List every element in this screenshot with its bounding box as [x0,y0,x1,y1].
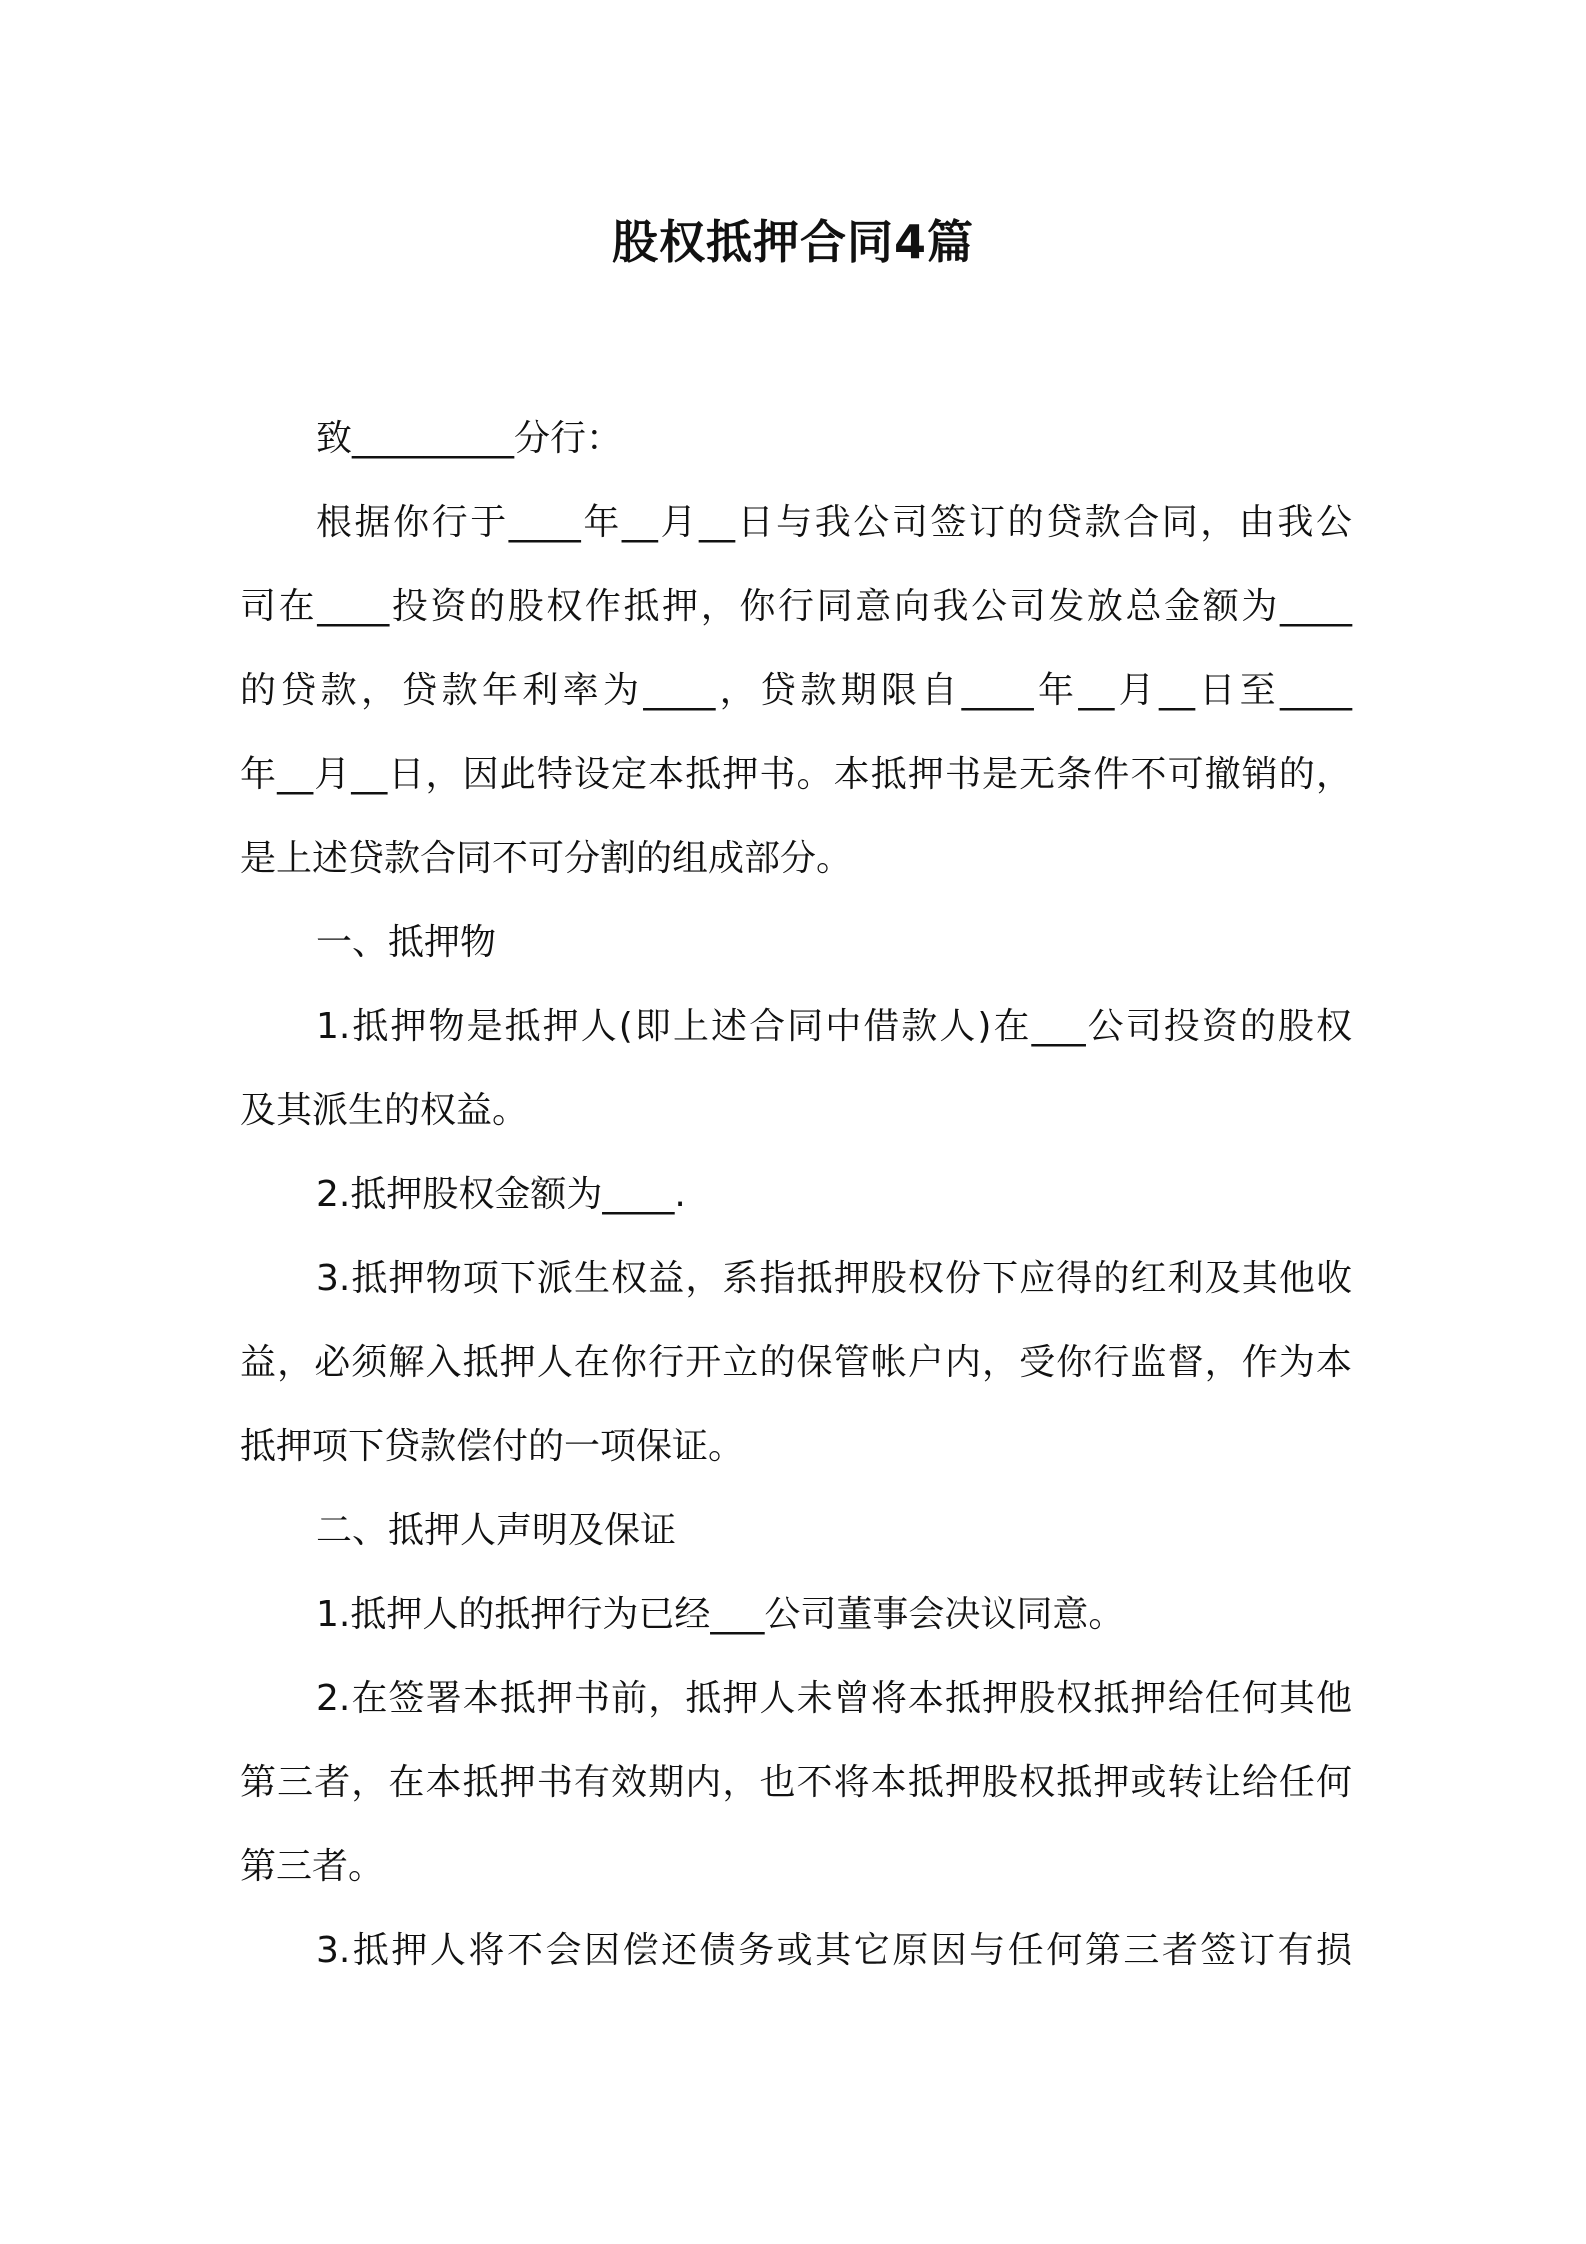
section-heading: 一、抵押物 [316,922,497,963]
paragraph-line: 1.抵押人的抵押行为已经___公司董事会决议同意。 [316,1594,1125,1635]
section-heading: 二、抵押人声明及保证 [316,1510,677,1551]
paragraph-line: 第三者。 [240,1846,385,1887]
paragraph-line: 司在____投资的股权作抵押，你行同意向我公司发放总金额为____ [240,586,1352,627]
paragraph-line: 第三者，在本抵押书有效期内，也不将本抵押股权抵押或转让给任何 [240,1762,1352,1803]
paragraph-line: 的贷款，贷款年利率为____，贷款期限自____年__月__日至____ [240,670,1352,711]
salutation-line: 致_________分行： [316,418,623,459]
paragraph-line: 年__月__日，因此特设定本抵押书。本抵押书是无条件不可撤销的， [240,754,1352,795]
paragraph-line: 2.在签署本抵押书前，抵押人未曾将本抵押股权抵押给任何其他 [316,1678,1352,1719]
paragraph-line: 根据你行于____年__月__日与我公司签订的贷款合同，由我公 [316,502,1352,543]
paragraph-line: 抵押项下贷款偿付的一项保证。 [240,1426,745,1467]
paragraph-line: 2.抵押股权金额为____. [316,1174,686,1215]
paragraph-line: 益，必须解入抵押人在你行开立的保管帐户内，受你行监督，作为本 [240,1342,1352,1383]
paragraph-line: 3.抵押物项下派生权益，系指抵押股权份下应得的红利及其他收 [316,1258,1352,1299]
paragraph-line: 3.抵押人将不会因偿还债务或其它原因与任何第三者签订有损 [316,1930,1352,1971]
paragraph-line: 是上述贷款合同不可分割的组成部分。 [240,838,853,879]
document-title: 股权抵押合同4篇 [611,215,974,269]
paragraph-line: 1.抵押物是抵押人(即上述合同中借款人)在___公司投资的股权 [316,1006,1352,1047]
paragraph-line: 及其派生的权益。 [240,1090,529,1131]
